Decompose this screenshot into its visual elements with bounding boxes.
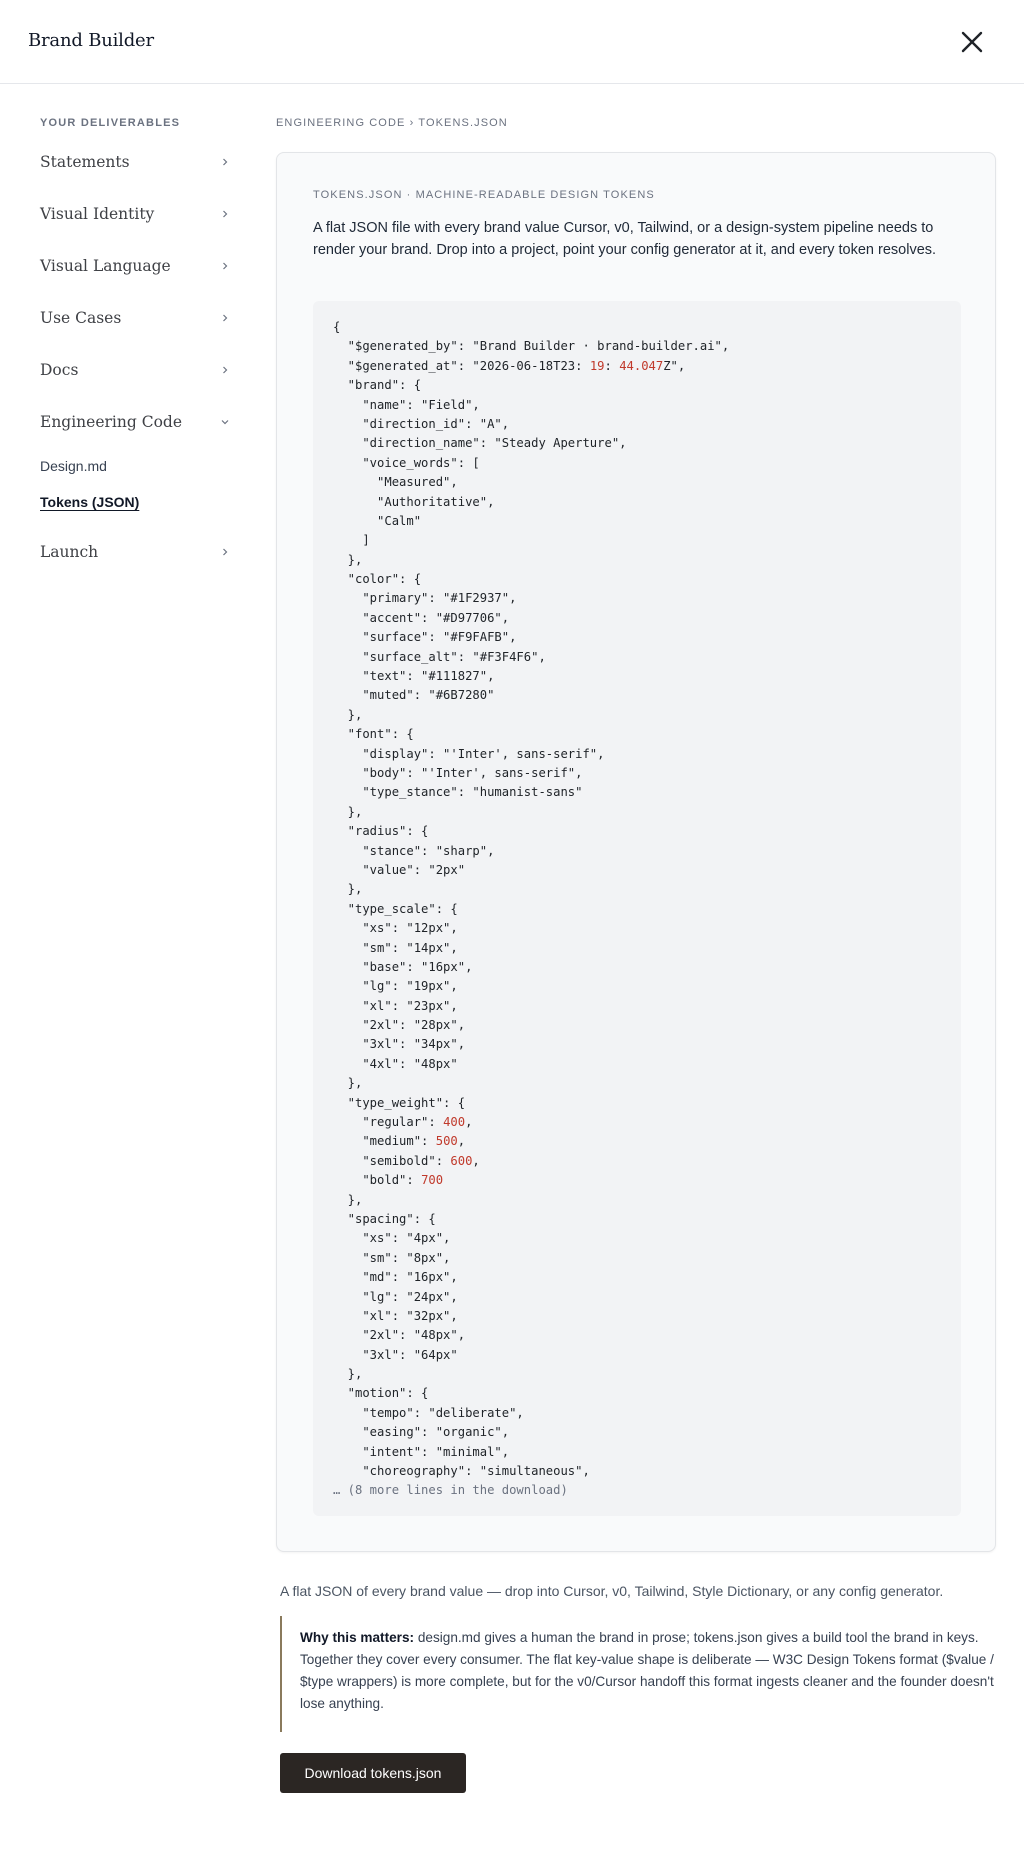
code-line: }, <box>333 552 363 567</box>
breadcrumb: ENGINEERING CODE › TOKENS.JSON <box>276 117 508 129</box>
code-line: "accent": "#D97706", <box>333 610 510 625</box>
sidebar-item-label: Use Cases <box>40 309 122 327</box>
code-line: "value": "2px" <box>333 862 466 877</box>
sidebar-item-label: Statements <box>40 153 130 171</box>
code-line: "xs": "4px", <box>333 1231 451 1246</box>
code-line: "semibold": 600, <box>333 1153 480 1168</box>
card-eyebrow: TOKENS.JSON · MACHINE-READABLE DESIGN TOKENS <box>313 189 655 201</box>
sidebar-subitem-label: Design.md <box>40 458 107 474</box>
code-line: "bold": 700 <box>333 1173 444 1188</box>
sidebar-item-visual-identity[interactable] <box>40 188 230 240</box>
code-more-lines: … (8 more lines in the download) <box>333 1483 568 1498</box>
code-line: "regular": 400, <box>333 1115 473 1130</box>
code-line: "direction_id": "A", <box>333 416 510 431</box>
sidebar-subitem-design-md[interactable] <box>40 448 230 484</box>
code-line: "tempo": "deliberate", <box>333 1405 524 1420</box>
tokens-card <box>276 152 996 1552</box>
code-line: "spacing": { <box>333 1211 436 1226</box>
sidebar <box>40 116 230 578</box>
sidebar-item-docs[interactable] <box>40 344 230 396</box>
sidebar-item-label: Docs <box>40 361 79 379</box>
code-line: "medium": 500, <box>333 1134 466 1149</box>
code-line: "4xl": "48px" <box>333 1056 458 1071</box>
code-line: "3xl": "34px", <box>333 1037 466 1052</box>
code-line: "$generated_by": "Brand Builder · brand-builder.ai", <box>333 339 730 354</box>
code-line: "Measured", <box>333 475 458 490</box>
code-line: "Authoritative", <box>333 494 495 509</box>
chevron-right-icon <box>220 547 230 557</box>
code-block[interactable] <box>313 301 961 1516</box>
code-line: "display": "'Inter', sans-serif", <box>333 746 605 761</box>
why-callout <box>280 1616 996 1732</box>
sidebar-item-label: Visual Language <box>40 257 171 275</box>
code-line: "surface_alt": "#F3F4F6", <box>333 649 546 664</box>
code-line: }, <box>333 1192 363 1207</box>
sidebar-subitem-tokens-json[interactable] <box>40 484 230 520</box>
main-content <box>276 116 996 1781</box>
code-line: "xl": "23px", <box>333 998 458 1013</box>
app-title: Brand Builder <box>28 30 154 51</box>
download-button[interactable]: Download tokens.json <box>280 1753 466 1793</box>
sidebar-item-label: Engineering Code <box>40 413 182 431</box>
sidebar-item-label: Visual Identity <box>40 205 155 223</box>
code-line: "easing": "organic", <box>333 1425 510 1440</box>
code-line: "primary": "#1F2937", <box>333 591 517 606</box>
code-line: "radius": { <box>333 824 429 839</box>
code-line: "xl": "32px", <box>333 1308 458 1323</box>
code-line: "type_stance": "humanist-sans" <box>333 785 583 800</box>
top-bar <box>0 0 1024 84</box>
code-line: "$generated_at": "2026-06-18T23: 19: 44.047Z", <box>333 358 686 373</box>
code-line: "base": "16px", <box>333 959 473 974</box>
code-line: "font": { <box>333 727 414 742</box>
code-line: "stance": "sharp", <box>333 843 495 858</box>
close-icon <box>956 26 988 58</box>
chevron-right-icon <box>220 313 230 323</box>
chevron-right-icon <box>220 209 230 219</box>
callout-title: Why this matters: <box>300 1630 415 1645</box>
sidebar-subitem-label: Tokens (JSON) <box>40 494 140 510</box>
sidebar-item-statements[interactable] <box>40 136 230 188</box>
code-line: "motion": { <box>333 1386 429 1401</box>
code-line: "type_scale": { <box>333 901 458 916</box>
sidebar-item-launch[interactable] <box>40 526 230 578</box>
code-line: }, <box>333 1076 363 1091</box>
sidebar-item-engineering-code[interactable] <box>40 396 230 448</box>
sidebar-item-use-cases[interactable] <box>40 292 230 344</box>
code-line: "sm": "8px", <box>333 1250 451 1265</box>
code-line: "muted": "#6B7280" <box>333 688 495 703</box>
code-line: "md": "16px", <box>333 1270 458 1285</box>
code-line: "surface": "#F9FAFB", <box>333 630 517 645</box>
sidebar-item-visual-language[interactable] <box>40 240 230 292</box>
caption: A flat JSON of every brand value — drop into Cursor, v0, Tailwind, Style Dictionary, or any config generator. <box>280 1583 944 1599</box>
code-line: }, <box>333 882 363 897</box>
code-line: }, <box>333 1367 363 1382</box>
code-line: }, <box>333 804 363 819</box>
code-line: "xs": "12px", <box>333 921 458 936</box>
code-line: "color": { <box>333 572 422 587</box>
sidebar-nav-list <box>40 136 230 578</box>
chevron-right-icon <box>220 157 230 167</box>
code-line: { <box>333 320 341 334</box>
code-line: }, <box>333 707 363 722</box>
callout-body: design.md gives a human the brand in prose; tokens.json gives a build tool the brand in keys. Together they cover every consumer. The flat key-value shape is deliberate — W3C Design Tokens format ($value / $type wrappers) is more complete, but for the v0/Cursor handoff this format ingests cleaner and the founder doesn't lose anything. <box>300 1630 994 1711</box>
code-line: "3xl": "64px" <box>333 1347 458 1362</box>
code-line: "2xl": "48px", <box>333 1328 466 1343</box>
close-button[interactable] <box>956 26 988 58</box>
code-line: "choreography": "simultaneous", <box>333 1464 590 1479</box>
code-line: "type_weight": { <box>333 1095 466 1110</box>
code-line: "lg": "19px", <box>333 979 458 994</box>
chevron-down-icon <box>220 417 230 427</box>
code-line: "direction_name": "Steady Aperture", <box>333 436 627 451</box>
sidebar-heading: YOUR DELIVERABLES <box>40 117 181 129</box>
code-line: "Calm" <box>333 513 422 528</box>
code-line: "2xl": "28px", <box>333 1018 466 1033</box>
code-line: "sm": "14px", <box>333 940 458 955</box>
chevron-right-icon <box>220 261 230 271</box>
code-line: "lg": "24px", <box>333 1289 458 1304</box>
sidebar-item-label: Launch <box>40 543 99 561</box>
code-line: "body": "'Inter', sans-serif", <box>333 765 583 780</box>
code-line: "voice_words": [ <box>333 455 480 470</box>
code-line: "text": "#111827", <box>333 669 495 684</box>
chevron-right-icon <box>220 365 230 375</box>
code-line: ] <box>333 533 370 548</box>
card-description: A flat JSON file with every brand value Cursor, v0, Tailwind, or a design-system pipeline needs to render your brand. Drop into a project, point your config generator at it, and every token resolves. <box>313 220 937 258</box>
code-line: "brand": { <box>333 378 422 393</box>
code-line: "name": "Field", <box>333 397 480 412</box>
code-line: "intent": "minimal", <box>333 1444 510 1459</box>
code-lines <box>333 318 941 1481</box>
